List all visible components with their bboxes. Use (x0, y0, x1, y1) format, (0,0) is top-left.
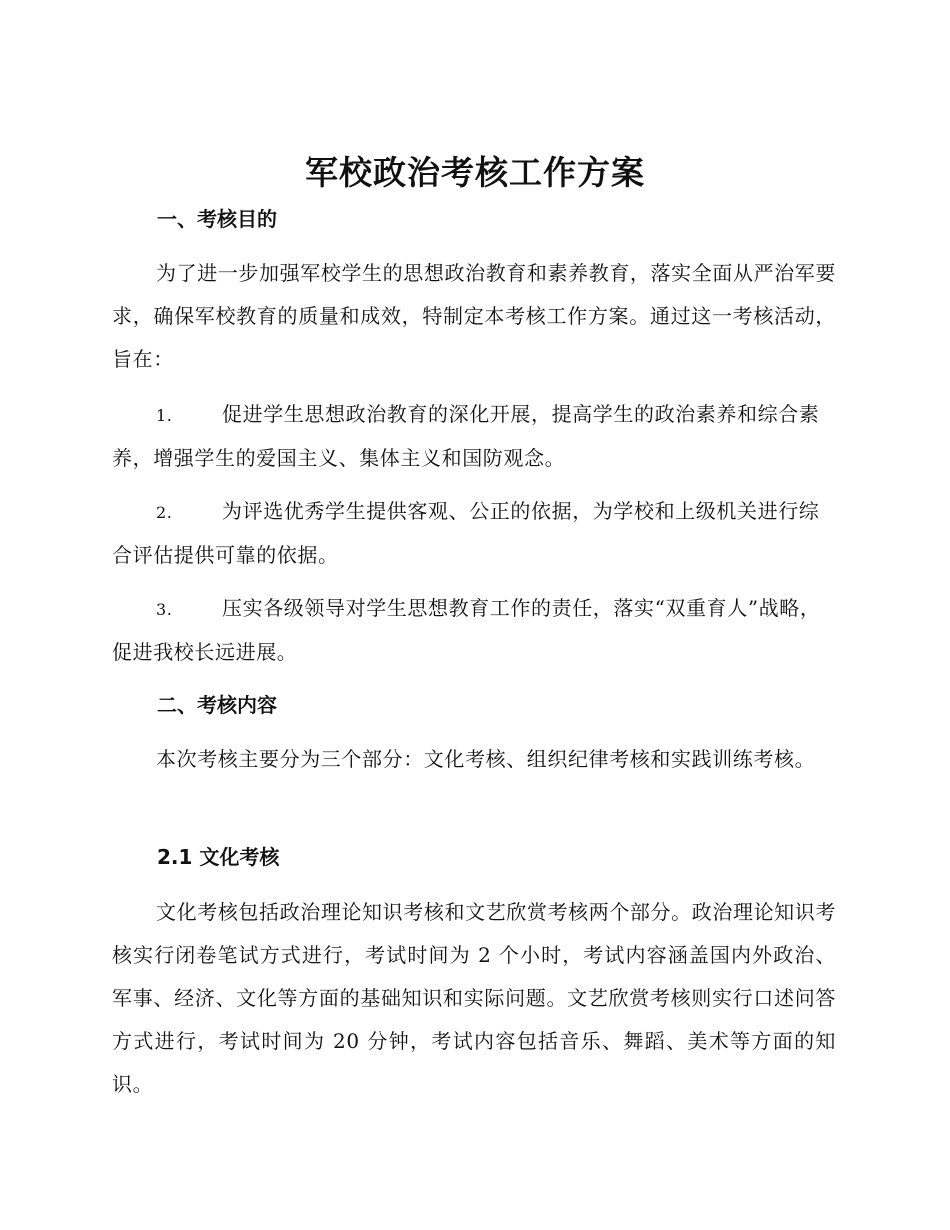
section-heading-purpose: 一、考核目的 (157, 207, 277, 231)
list-item-text: 压实各级领导对学生思想教育工作的责任，落实“双重育人”战略，促进我校长远进展。 (112, 596, 821, 664)
document-title: 军校政治考核工作方案 (305, 153, 645, 192)
list-item-text: 为评选优秀学生提供客观、公正的依据，为学校和上级机关进行综合评估提供可靠的依据。 (112, 499, 820, 567)
purpose-list-item-3 (112, 587, 836, 674)
culture-assessment-paragraph: 文化考核包括政治理论知识考核和文艺欣赏考核两个部分。政治理论知识考核实行闭卷笔试方式进行，考试时间为 2 个小时，考试内容涵盖国内外政治、军事、经济、文化等方面的基础知识和实际问题。文艺欣赏考核则实行口述问答方式进行，考试时间为 20 分钟，考试内容包括音乐、舞蹈、美术等方面的知识。 (112, 900, 836, 1096)
list-number: 3. (156, 600, 173, 619)
section-heading-content: 二、考核内容 (157, 693, 277, 717)
list-number: 1. (156, 406, 173, 425)
purpose-intro-paragraph: 为了进一步加强军校学生的思想政治教育和素养教育，落实全面从严治军要求，确保军校教育的质量和成效，特制定本考核工作方案。通过这一考核活动，旨在： (112, 261, 836, 371)
list-item-text: 促进学生思想政治教育的深化开展，提高学生的政治素养和综合素养，增强学生的爱国主义、集体主义和国防观念。 (112, 402, 820, 470)
subsection-heading-culture: 2.1 文化考核 (157, 845, 280, 869)
purpose-list-item-1 (112, 393, 836, 480)
purpose-list-item-2 (112, 490, 836, 577)
content-intro-paragraph: 本次考核主要分为三个部分：文化考核、组织纪律考核和实践训练考核。 (156, 747, 816, 771)
list-number: 2. (156, 503, 173, 522)
